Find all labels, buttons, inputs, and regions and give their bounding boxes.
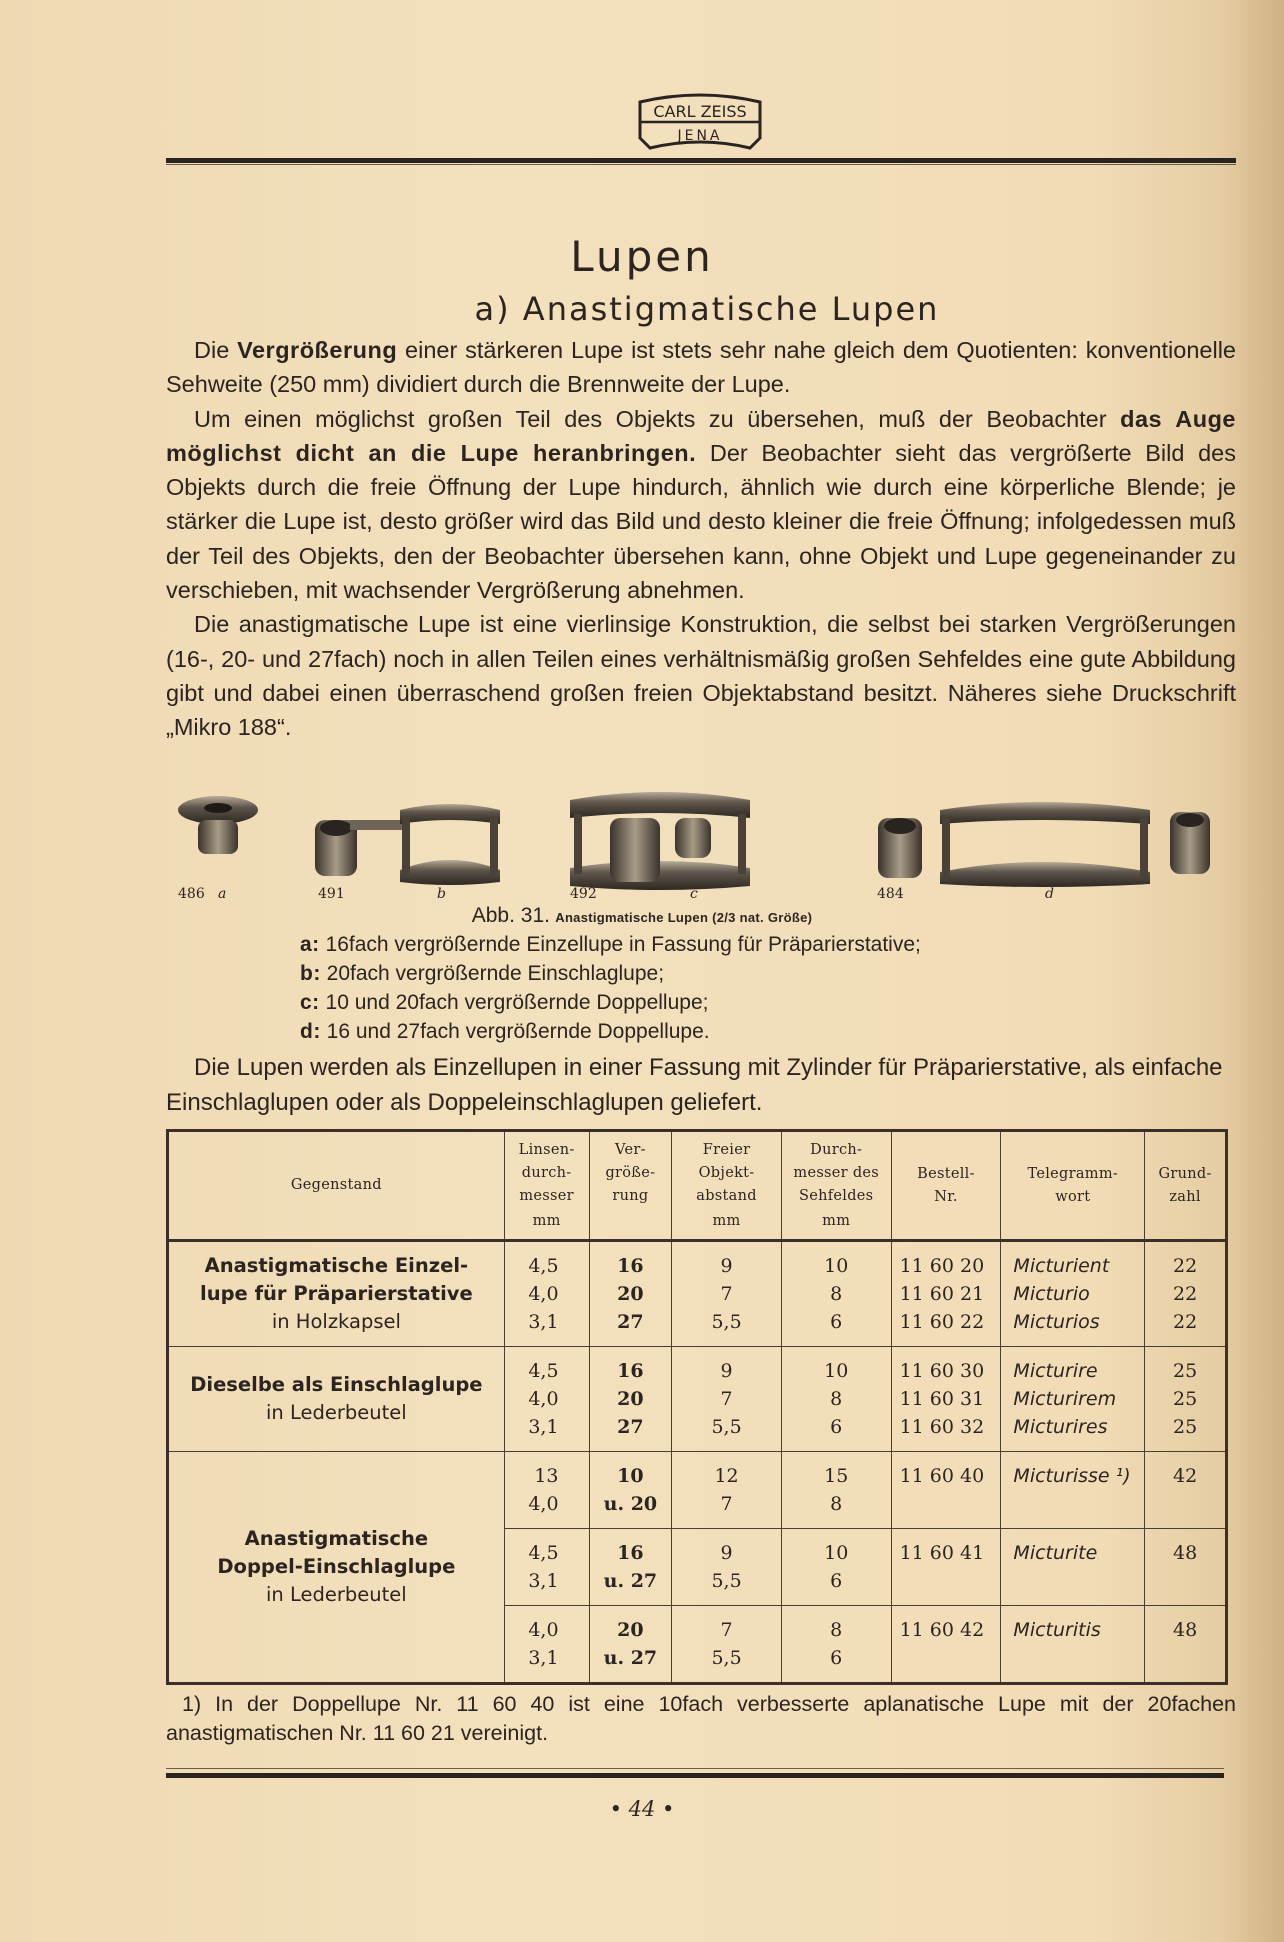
row-description: Dieselbe als Einschlaglupe in Lederbeutel	[168, 1347, 505, 1452]
cell-grundzahl: 48	[1145, 1529, 1227, 1606]
figure-number-d: 484	[877, 886, 904, 902]
paragraph-2: Um einen möglichst großen Teil des Objekts zu übersehen, muß der Beobachter das Auge möglichst dicht an die Lupe heranbringen. Der Beobachter sieht das vergrößerte Bild des Objekts durch die freie Öffnung der Lupe hindurch, ähnlich wie durch eine körperliche Blende; je stärker die Lupe ist, desto größer wird das Bild und desto kleiner die freie Öffnung; infolgedessen muß der Teil des Objekts, den der Beobachter übersehen kann, ohne Objekt und Lupe gegeneinander zu verschieben, mit wachsender Vergrößerung abnehmen.	[166, 405, 1236, 604]
cell-freier-abstand: 9 5,5	[672, 1529, 782, 1606]
cell-linsen: 13 4,0	[504, 1452, 589, 1529]
col-header-grundzahl: Grund- zahl	[1145, 1131, 1227, 1241]
col-header-bestell-nr: Bestell- Nr.	[891, 1131, 1001, 1241]
figure-legend	[300, 930, 921, 1046]
cell-linsen: 4,5 4,0 3,1	[504, 1347, 589, 1452]
row-description: Anastigmatische Doppel-Einschlaglupe in Lederbeutel	[168, 1452, 505, 1684]
table-intro-text: Die Lupen werden als Einzellupen in einer Fassung mit Zylinder für Präparierstative, als einfache Einschlaglupen oder als Doppeleinschlaglupen geliefert.	[166, 1054, 1223, 1116]
legend-item: c: 10 und 20fach vergrößernde Doppellupe;	[300, 991, 709, 1014]
cell-telegrammwort: Micturire Micturirem Micturires	[1001, 1347, 1145, 1452]
cell-bestell-nr: 11 60 30 11 60 31 11 60 32	[891, 1347, 1001, 1452]
magnifier-a-illustration	[178, 796, 258, 854]
section-subtitle: a) Anastigmatische Lupen	[474, 290, 940, 328]
cell-freier-abstand: 9 7 5,5	[672, 1347, 782, 1452]
footnote	[166, 1690, 1236, 1748]
legend-item: a: 16fach vergrößernde Einzellupe in Fassung für Präparierstative;	[300, 933, 921, 956]
cell-telegrammwort: Micturisse ¹)	[1001, 1452, 1145, 1529]
cell-vergroesserung: 16 20 27	[589, 1241, 672, 1347]
cell-sehfeld: 15 8	[781, 1452, 891, 1529]
figure-number-c: 492	[570, 886, 597, 902]
figure-number-a: 486	[178, 886, 205, 902]
figure-letter-a: a	[218, 886, 227, 902]
caption-text: Anastigmatische Lupen (2/3 nat. Größe)	[555, 910, 813, 925]
figure-letter-d: d	[1045, 886, 1054, 902]
specification-table	[166, 1129, 1228, 1685]
magnifier-d-illustration	[878, 802, 1210, 887]
page-title: Lupen	[570, 232, 714, 281]
magnifier-c-illustration	[570, 792, 750, 890]
figure-number-b: 491	[318, 886, 345, 902]
cell-freier-abstand: 7 5,5	[672, 1606, 782, 1684]
cell-freier-abstand: 12 7	[672, 1452, 782, 1529]
cell-vergroesserung: 16 u. 27	[589, 1529, 672, 1606]
figure-letter-b: b	[437, 886, 446, 902]
legend-item: b: 20fach vergrößernde Einschlaglupe;	[300, 962, 665, 985]
svg-text:CARL ZEISS: CARL ZEISS	[653, 102, 747, 121]
paragraph-1: Die Vergrößerung einer stärkeren Lupe ist stets sehr nahe gleich dem Quotienten: konventionelle Sehweite (250 mm) dividiert durch die Brennweite der Lupe.	[166, 337, 1236, 398]
figure-labels	[0, 886, 1284, 906]
table-row	[168, 1452, 1227, 1529]
cell-bestell-nr: 11 60 40	[891, 1452, 1001, 1529]
carl-zeiss-logo	[634, 90, 766, 154]
table-row	[168, 1347, 1227, 1452]
cell-linsen: 4,5 3,1	[504, 1529, 589, 1606]
legend-item: d: 16 und 27fach vergrößernde Doppellupe.	[300, 1020, 710, 1043]
col-header-vergroesserung: Ver- größe- rung	[589, 1131, 672, 1241]
row-description: Anastigmatische Einzel- lupe für Präparierstative in Holzkapsel	[168, 1241, 505, 1347]
cell-grundzahl: 22 22 22	[1145, 1241, 1227, 1347]
magnifier-b-illustration	[315, 804, 500, 885]
cell-bestell-nr: 11 60 42	[891, 1606, 1001, 1684]
cell-vergroesserung: 16 20 27	[589, 1347, 672, 1452]
cell-telegrammwort: Micturitis	[1001, 1606, 1145, 1684]
body-text	[166, 333, 1236, 745]
col-header-linsen: Linsen- durch- messer mm	[504, 1131, 589, 1241]
cell-grundzahl: 48	[1145, 1606, 1227, 1684]
figure-letter-c: c	[690, 886, 698, 902]
cell-sehfeld: 10 8 6	[781, 1347, 891, 1452]
cell-sehfeld: 8 6	[781, 1606, 891, 1684]
col-header-freier-objektabstand: Freier Objekt- abstand mm	[672, 1131, 782, 1241]
cell-grundzahl: 25 25 25	[1145, 1347, 1227, 1452]
cell-telegrammwort: Micturient Micturio Micturios	[1001, 1241, 1145, 1347]
paragraph-3: Die anastigmatische Lupe ist eine vierlinsige Konstruktion, die selbst bei starken Vergrößerungen (16-, 20- und 27fach) noch in allen Teilen eines verhältnismäßig großen Sehfeldes eine gute Abbildung gibt und dabei einen überraschend großen freien Objektabstand besitzt. Näheres siehe Druckschrift „Mikro 188“.	[166, 611, 1236, 741]
footer-rule	[166, 1773, 1224, 1778]
col-header-telegrammwort: Telegramm- wort	[1001, 1131, 1145, 1241]
footnote-text: 1) In der Doppellupe Nr. 11 60 40 ist eine 10fach verbesserte aplanatische Lupe mit der 20fachen anastigmatischen Nr. 11 60 21 vereinigt.	[166, 1692, 1236, 1745]
table-header-row	[168, 1131, 1227, 1241]
cell-sehfeld: 10 6	[781, 1529, 891, 1606]
col-header-sehfeld: Durch- messer des Sehfeldes mm	[781, 1131, 891, 1241]
cell-freier-abstand: 9 7 5,5	[672, 1241, 782, 1347]
col-header-gegenstand: Gegenstand	[168, 1131, 505, 1241]
table-intro	[166, 1050, 1236, 1120]
cell-sehfeld: 10 8 6	[781, 1241, 891, 1347]
cell-vergroesserung: 20 u. 27	[589, 1606, 672, 1684]
cell-linsen: 4,5 4,0 3,1	[504, 1241, 589, 1347]
cell-bestell-nr: 11 60 41	[891, 1529, 1001, 1606]
figure-caption	[0, 904, 1284, 928]
cell-linsen: 4,0 3,1	[504, 1606, 589, 1684]
cell-vergroesserung: 10 u. 20	[589, 1452, 672, 1529]
cell-grundzahl: 42	[1145, 1452, 1227, 1529]
cell-telegrammwort: Micturite	[1001, 1529, 1145, 1606]
header-rule	[166, 158, 1236, 163]
caption-label: Abb. 31.	[471, 904, 550, 927]
cell-bestell-nr: 11 60 20 11 60 21 11 60 22	[891, 1241, 1001, 1347]
page-number: • 44 •	[609, 1797, 675, 1821]
table-row	[168, 1241, 1227, 1347]
svg-text:JENA: JENA	[677, 128, 723, 144]
